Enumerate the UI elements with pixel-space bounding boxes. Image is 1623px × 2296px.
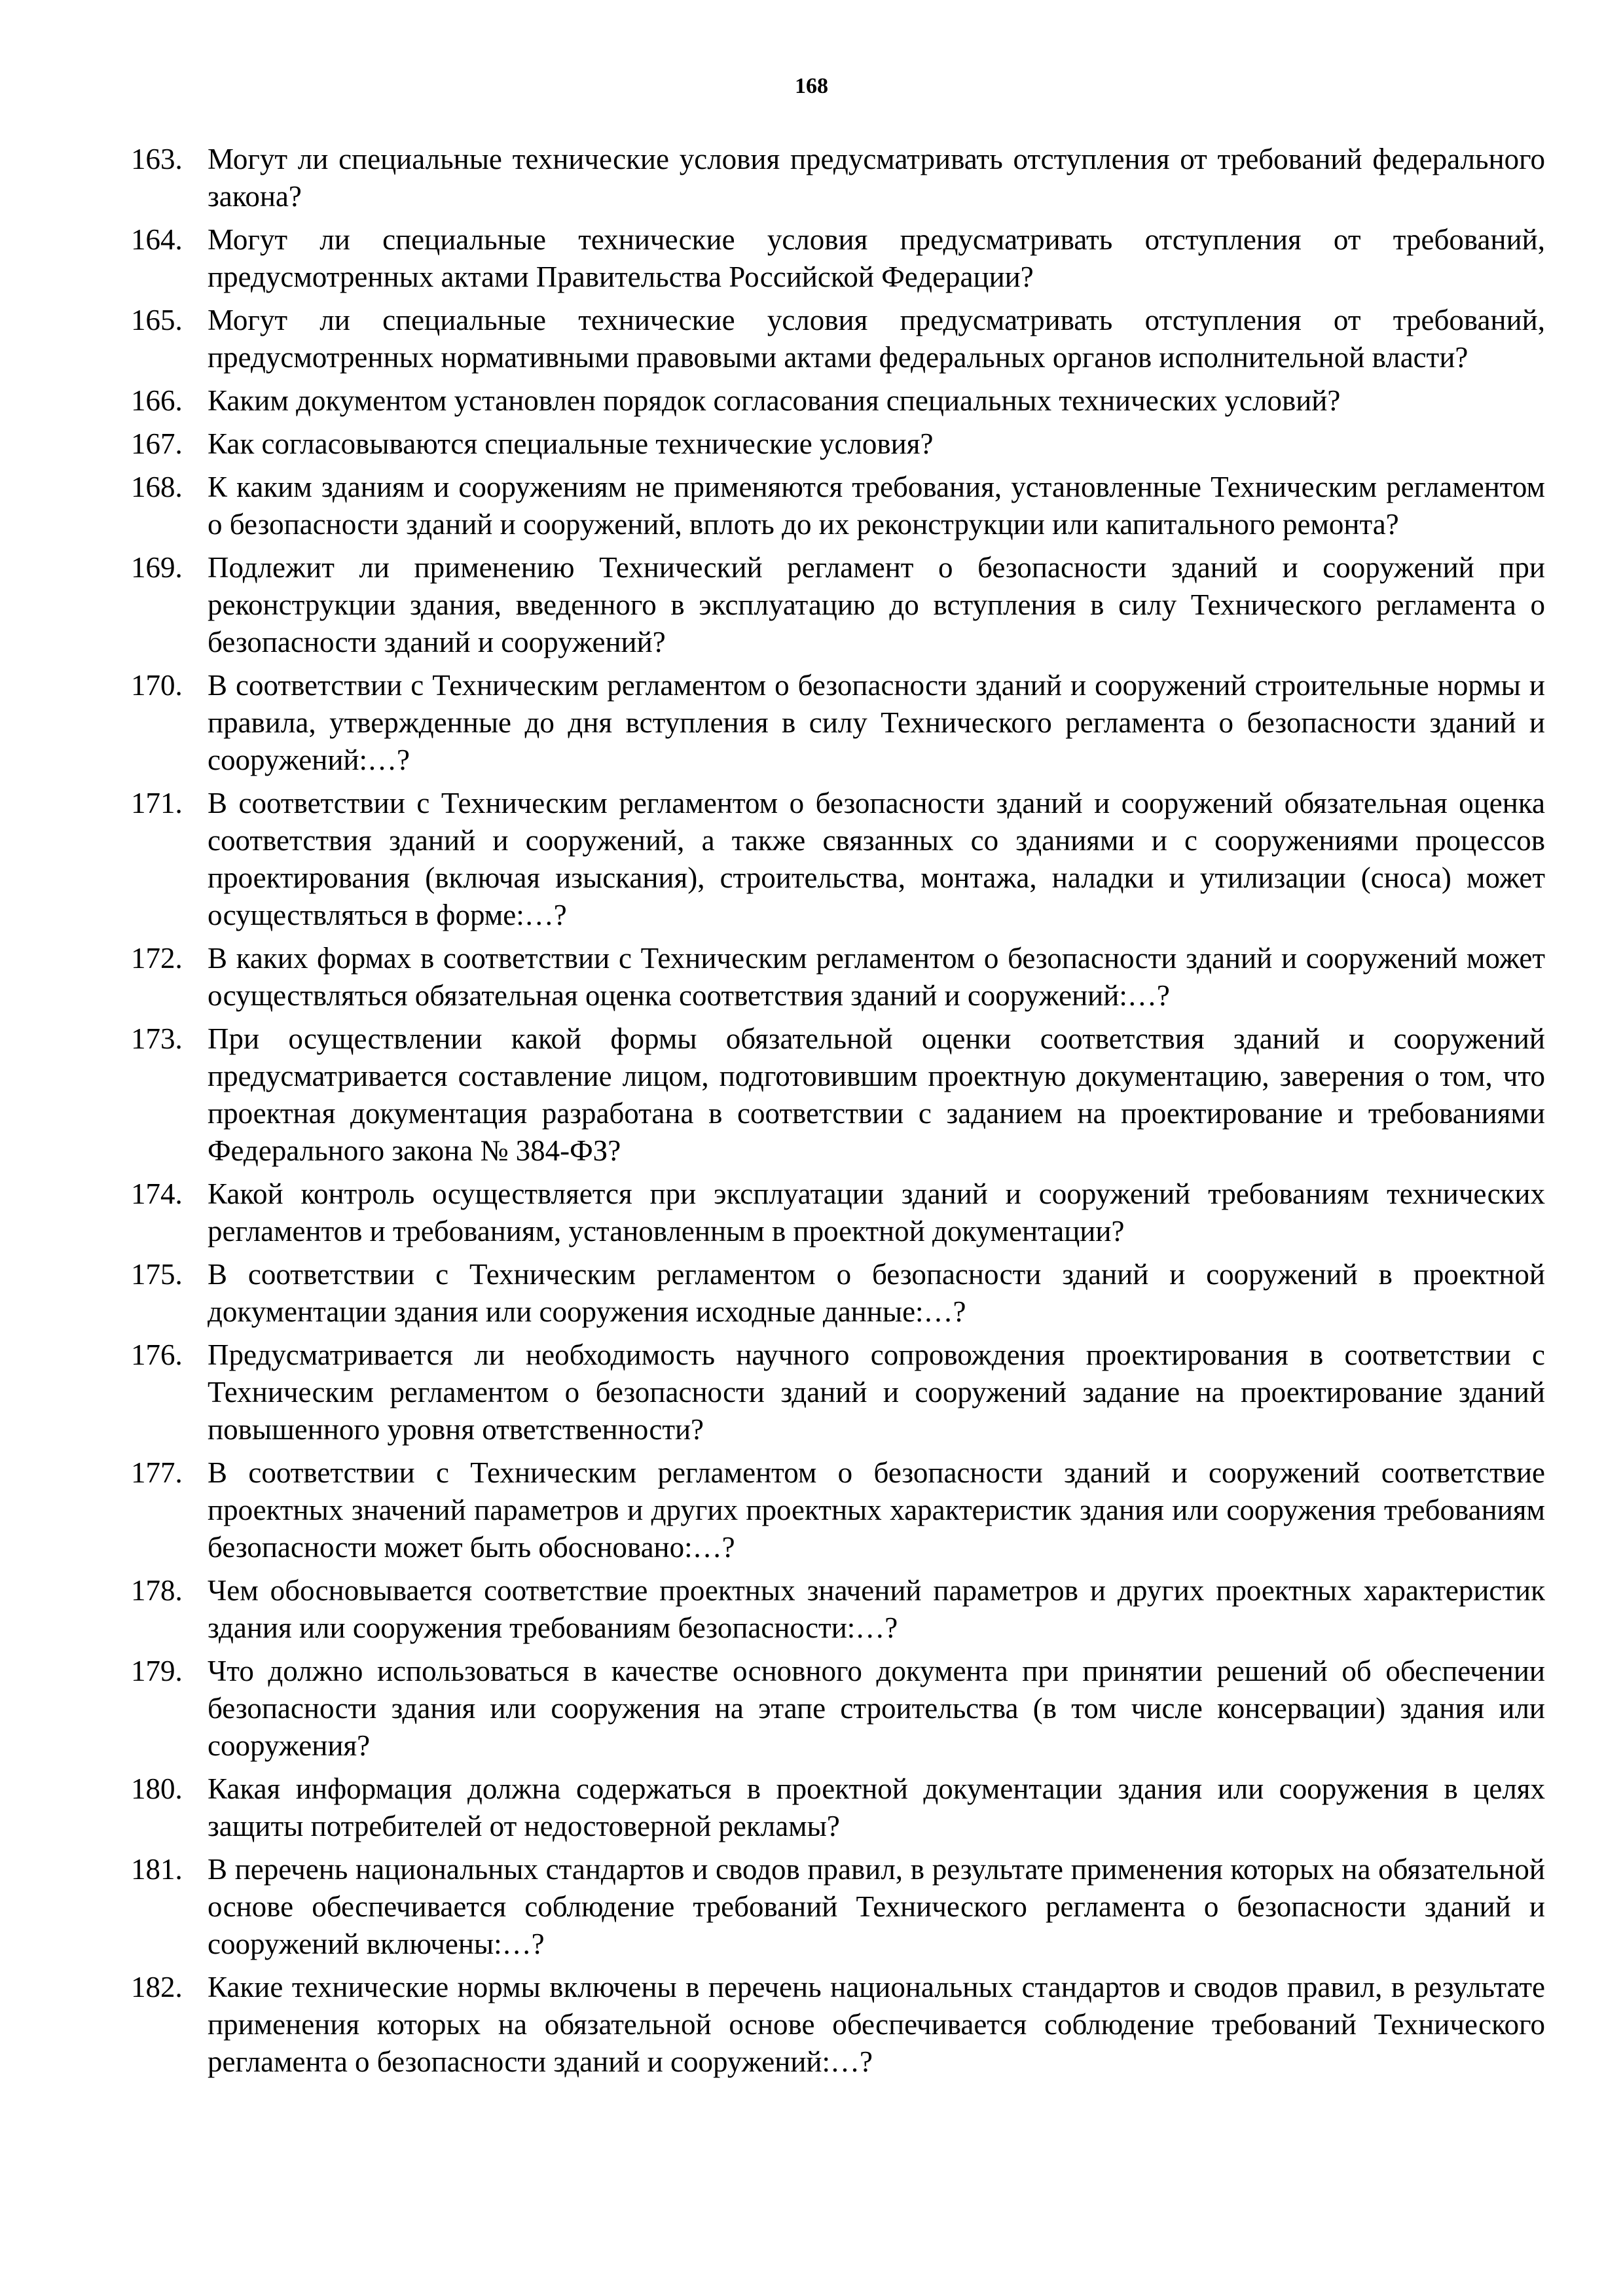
question-item bbox=[131, 549, 1545, 661]
question-item bbox=[131, 1256, 1545, 1331]
question-item bbox=[131, 785, 1545, 934]
question-number: 165. bbox=[131, 304, 183, 336]
question-number: 166. bbox=[131, 384, 183, 417]
question-number: 168. bbox=[131, 471, 183, 503]
question-text: В соответствии с Техническим регламентом о безопасности зданий и сооружений строительные нормы и правила, утвержденные до дня вступления в силу Технического регламента о безопасности зданий и сооружений:…? bbox=[208, 669, 1545, 776]
question-number: 177. bbox=[131, 1456, 183, 1489]
question-item bbox=[131, 1336, 1545, 1448]
question-number: 172. bbox=[131, 942, 183, 975]
question-text: К каким зданиям и сооружениям не применяются требования, установленные Техническим регламентом о безопасности зданий и сооружений, вплоть до их реконструкции или капитального ремонта? bbox=[208, 471, 1545, 541]
question-text: В соответствии с Техническим регламентом о безопасности зданий и сооружений обязательная оценка соответствия зданий и сооружений, а также связанных со зданиями и с сооружениями процессов проектирования (включая изыскания), строительства, монтажа, наладки и утилизации (сноса) может осуществляться в форме:…? bbox=[208, 787, 1545, 931]
question-number: 169. bbox=[131, 551, 183, 584]
question-text: Подлежит ли применению Технический регламент о безопасности зданий и сооружений при реконструкции здания, введенного в эксплуатацию до вступления в силу Технического регламента о безопасности зданий и сооружений? bbox=[208, 551, 1545, 658]
question-text: Могут ли специальные технические условия предусматривать отступления от требований, предусмотренных актами Правительства Российской Федерации? bbox=[208, 223, 1545, 293]
question-number: 180. bbox=[131, 1772, 183, 1805]
question-text: Как согласовываются специальные технические условия? bbox=[208, 427, 934, 460]
question-number: 171. bbox=[131, 787, 183, 819]
question-text: Предусматривается ли необходимость научного сопровождения проектирования в соответствии с Техническим регламентом о безопасности зданий и сооружений задание на проектирование зданий повышенного уровня ответственности? bbox=[208, 1338, 1545, 1446]
question-item bbox=[131, 425, 1545, 463]
question-number: 182. bbox=[131, 1971, 183, 2003]
question-number: 170. bbox=[131, 669, 183, 702]
question-text: Что должно использоваться в качестве основного документа при принятии решений об обеспечении безопасности здания или сооружения на этапе строительства (в том числе консервации) здания или сооружения? bbox=[208, 1655, 1545, 1762]
question-list bbox=[131, 141, 1545, 2087]
question-text: Могут ли специальные технические условия предусматривать отступления от требований, предусмотренных нормативными правовыми актами федеральных органов исполнительной власти? bbox=[208, 304, 1545, 374]
question-number: 178. bbox=[131, 1574, 183, 1607]
question-text: Какая информация должна содержаться в проектной документации здания или сооружения в целях защиты потребителей от недостоверной рекламы? bbox=[208, 1772, 1545, 1842]
question-text: В каких формах в соответствии с Техническим регламентом о безопасности зданий и сооружений может осуществляться обязательная оценка соответствия зданий и сооружений:…? bbox=[208, 942, 1545, 1012]
question-text: В перечень национальных стандартов и сводов правил, в результате применения которых на обязательной основе обеспечивается соблюдение требований Технического регламента о безопасности зданий и сооружений включены:…? bbox=[208, 1853, 1545, 1960]
question-item bbox=[131, 302, 1545, 376]
question-item bbox=[131, 1454, 1545, 1566]
question-text: Каким документом установлен порядок согласования специальных технических условий? bbox=[208, 384, 1341, 417]
question-item bbox=[131, 1851, 1545, 1963]
question-text: В соответствии с Техническим регламентом о безопасности зданий и сооружений соответствие проектных значений параметров и других проектных характеристик здания или сооружения требованиям безопасности может быть обосновано:…? bbox=[208, 1456, 1545, 1564]
question-text: В соответствии с Техническим регламентом о безопасности зданий и сооружений в проектной документации здания или сооружения исходные данные:…? bbox=[208, 1258, 1545, 1328]
question-number: 181. bbox=[131, 1853, 183, 1886]
question-item bbox=[131, 1653, 1545, 1765]
question-text: Какие технические нормы включены в перечень национальных стандартов и сводов правил, в результате применения которых на обязательной основе обеспечивается соблюдение требований Технического регламента о безопасности зданий и сооружений:…? bbox=[208, 1971, 1545, 2078]
question-number: 175. bbox=[131, 1258, 183, 1291]
page-number: 168 bbox=[795, 74, 828, 98]
question-item bbox=[131, 221, 1545, 296]
question-item bbox=[131, 667, 1545, 779]
question-number: 179. bbox=[131, 1655, 183, 1687]
question-number: 173. bbox=[131, 1022, 183, 1055]
question-item bbox=[131, 382, 1545, 420]
question-item bbox=[131, 141, 1545, 215]
question-text: Чем обосновывается соответствие проектных значений параметров и других проектных характеристик здания или сооружения требованиям безопасности:…? bbox=[208, 1574, 1545, 1644]
question-item bbox=[131, 1770, 1545, 1845]
question-item bbox=[131, 1175, 1545, 1250]
question-item bbox=[131, 1572, 1545, 1647]
question-text: Какой контроль осуществляется при эксплуатации зданий и сооружений требованиям технических регламентов и требованиям, установленным в проектной документации? bbox=[208, 1177, 1545, 1247]
question-number: 164. bbox=[131, 223, 183, 256]
question-item bbox=[131, 940, 1545, 1014]
question-text: Могут ли специальные технические условия предусматривать отступления от требований федерального закона? bbox=[208, 143, 1545, 213]
question-item bbox=[131, 1020, 1545, 1170]
question-text: При осуществлении какой формы обязательной оценки соответствия зданий и сооружений предусматривается составление лицом, подготовившим проектную документацию, заверения о том, что проектная документация разработана в соответствии с заданием на проектирование и требованиями Федерального закона № 384-ФЗ? bbox=[208, 1022, 1545, 1167]
question-number: 174. bbox=[131, 1177, 183, 1210]
question-number: 163. bbox=[131, 143, 183, 175]
question-number: 176. bbox=[131, 1338, 183, 1371]
question-number: 167. bbox=[131, 427, 183, 460]
question-item bbox=[131, 1969, 1545, 2081]
question-item bbox=[131, 469, 1545, 543]
